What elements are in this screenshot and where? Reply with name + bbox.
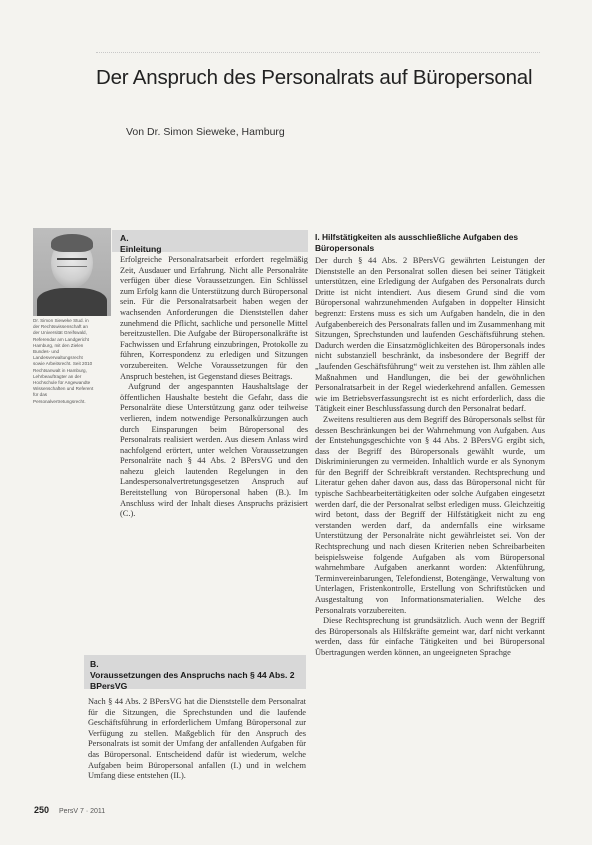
issue-label: PersV 7 · 2011 [58,808,106,815]
section-b1-body [315,256,545,798]
header-rule [96,52,540,53]
section-b-heading: Voraussetzungen des Anspruchs nach § 44 Abs. 2 BPersVG [90,670,295,691]
section-b1-paragraph-2: Zweitens resultieren aus dem Begriff des Büropersonals selbst für dessen Beschränkungen bei der Wahrnehmung von Aufgaben. Aus der Entstehungsgeschichte von § 44 Abs. 2 BPersVG ergibt sich, dass der Begriff des Büropersonals gewählt wurde, um Diskriminierungen zu vermeiden. Inhaltlich wurde er als Synonym für den Begriff der Schreibkraft verstanden. Rechtsprechung und Literatur gehen daher davon aus, dass das Büropersonal nicht für typische Sachbearbeitertätigkeiten oder solche Aufgaben eingesetzt werden darf, die der Personalrat selbst erledigen muss. Gleichzeitig wird betont, dass der Begriff der Hilfstätigkeit nicht zu eng verstanden werden darf, da andernfalls eine wirksame Unterstützung der Personalräte nicht gewährleistet sei. Von der Rechtsprechung und nach diesen Kriterien neben Schreibarbeiten beispielsweise folgende Aufgaben als vom Büropersonal wahrnehmbare Aufgaben anerkannt worden: Aktenführung, Terminvereinbarungen, Telefondienst, Botengänge, Verwaltung von Unterlagen, Fristenkontrolle, Erstellung von Schriftstücken und Ausgestaltung von Informationsmaterialien. Welche des Personalrats vorzubereiten. [315,414,545,615]
author-caption: Dr. Simon Sieweke Stud. in der Rechtswissenschaft an der Universität Greifswald, Referendar am Landgericht Hamburg, mit den Zielen Bundes- und Landesverwaltungsrecht sowie Arbeitsrecht. Seit 2010 Rechtsanwalt in Hamburg, Lehrbeauftragter an der Hochschule für Angewandte Wissenschaften und Referent für das Personalvertretungsrecht. [33,318,94,404]
author-photo [33,228,111,316]
section-a-heading: Einleitung [120,244,162,254]
section-a-body [120,255,308,577]
section-b1-paragraph-3: Diese Rechtsprechung ist grundsätzlich. Auch wenn der Begriff des Büropersonals als Hilfskräfte gemeint war, darf nicht verkannt werden, dass für einfache Tätigkeiten und bei Büropersonal Übertragungen werden können, an ungeeigneten Sprachge [315,616,545,657]
section-a-paragraph-1: Erfolgreiche Personalratsarbeit erfordert regelmäßig Zeit, Ausdauer und Erfahrung. Nicht alle Personalräte verfügen über diese Voraussetzungen. Ein Schlüssel zum Erfolg kann die Unterstützung durch Büropersonal sein. Für die Personalratsarbeit haben wegen der wachsenden Anforderungen die Dienststellen daher zunehmend die Pflicht, sachliche und personelle Mittel bereitzustellen. Die Aufgabe der Büropersonalkräfte ist Fachwissen und Erfahrung einzubringen, Protokolle zu führen, Korrespondenz zu erledigen und Sitzungen vorzubereiten. Welche Voraussetzungen für den Anspruch bestehen, ist Gegenstand dieses Beitrags. [120,255,308,381]
section-b-body [88,697,306,797]
section-b-number: B. [90,659,99,669]
section-a-paragraph-2: Aufgrund der angespannten Haushaltslage der öffentlichen Haushalte besteht die Gefahr, dass die Personalräte diese Unterstützung ganz oder teilweise verlieren, indem notwendige Personalkürzungen auch durch Einsparungen beim Büropersonal des Personalrats realisiert werden. Aus diesem Anlass wird nachfolgend erörtert, unter welchen Voraussetzungen Personalräte nach § 44 Abs. 2 BPersVG und den nahezu gleich lautenden Regelungen in den Landespersonalvertretungsgesetzen Anspruch auf Bereitstellung von Büropersonal haben (B.). Im Anschluss wird der Inhalt dieses Anspruchs präzisiert (C.). [120,382,308,519]
section-b1-paragraph-1: Der durch § 44 Abs. 2 BPersVG gewährten Leistungen der Dienststelle an den Personalrat sollen diesen bei seiner Tätigkeit unterstützen, eine Erledigung der Aufgaben des Personalrats durch Dritte ist nicht intendiert. Aus diesem Grund sind die vom Büropersonal wahrzunehmenden Aufgaben in doppelter Hinsicht begrenzt: Erstens muss es sich um Aufgaben handeln, die in den Aufgabenbereich des Personalrats fallen und im Zusammenhang mit Sitzungen, Sprechstunden und laufenden Geschäftsführung stehen. Dadurch werden die Einsatzmöglichkeiten des Büropersonals indes nicht substanziell beschränkt, da insbesondere der Begriff der „laufenden Geschäftsführung“ weit zu verstehen ist. Ihm zählen alle Maßnahmen und Handlungen, die bei der gewöhnlichen Personalratsarbeit in der Regel wiederkehrend anfallen. Gemessen wie im Betriebsverfassungsrecht ist es nicht erforderlich, dass die Tätigkeit einer Beschlussfassung durch den Personalrat bedarf. [315,256,545,414]
section-a-number: A. [120,233,129,243]
author-photo-glasses [57,258,87,267]
article-author: Von Dr. Simon Sieweke, Hamburg [126,126,285,138]
author-photo-shirt [37,288,107,316]
page-footer [34,805,334,815]
section-b1-heading: I. Hilfstätigkeiten als ausschließliche Aufgaben des Büropersonals [315,232,519,253]
author-photo-hair [51,234,93,252]
article-title: Der Anspruch des Personalrats auf Büropersonal [96,66,533,89]
page-number: 250 [34,805,50,815]
section-b-paragraph-1: Nach § 44 Abs. 2 BPersVG hat die Dienststelle dem Personalrat für die Sitzungen, die Sprechstunden und die laufende Geschäftsführung in erforderlichem Umfang Büropersonal zur Verfügung zu stellen. Maßgeblich für den Anspruch des Personalrats ist somit der Umfang der anfallenden Aufgaben für das Büropersonal. Entscheidend dafür ist wiederum, welche Aufgaben beim Büropersonal anfallen (I.) und in welchem Umfang diese entstehen (II.). [88,697,306,781]
section-b-header [84,655,306,689]
section-a-header [112,230,308,252]
